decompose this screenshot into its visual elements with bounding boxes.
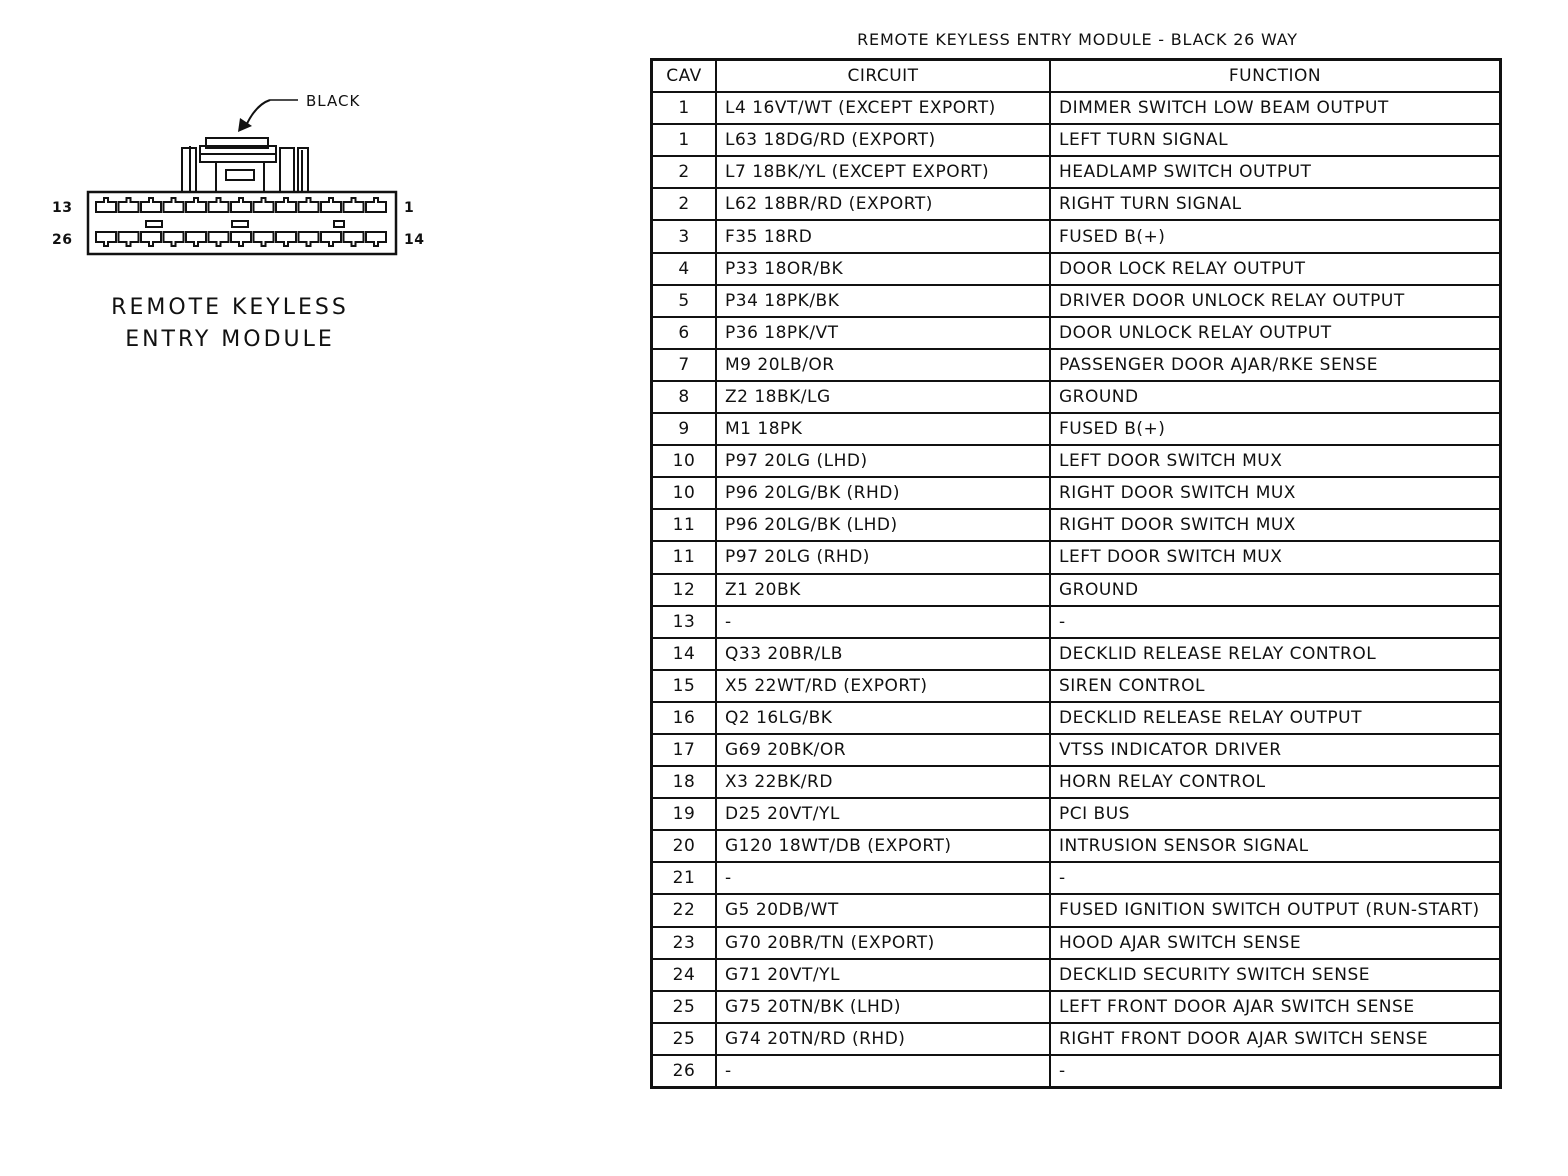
table-row <box>652 156 1501 188</box>
function-cell: - <box>1050 862 1501 894</box>
table-row <box>652 959 1501 991</box>
table-row <box>652 413 1501 445</box>
table-row <box>652 253 1501 285</box>
connector-latch <box>182 138 308 192</box>
table-row <box>652 541 1501 573</box>
cav-cell: 9 <box>652 413 717 445</box>
cav-cell: 21 <box>652 862 717 894</box>
circuit-cell: P96 20LG/BK (RHD) <box>716 477 1050 509</box>
function-cell: FUSED B(+) <box>1050 413 1501 445</box>
circuit-cell: G75 20TN/BK (LHD) <box>716 991 1050 1023</box>
function-cell: DECKLID RELEASE RELAY OUTPUT <box>1050 702 1501 734</box>
table-row <box>652 1055 1501 1088</box>
table-row <box>652 894 1501 926</box>
cav-cell: 3 <box>652 220 717 252</box>
pin-cavity-bottom <box>141 232 161 246</box>
circuit-cell: P97 20LG (LHD) <box>716 445 1050 477</box>
pin-cavity-top <box>231 198 251 212</box>
table-row <box>652 349 1501 381</box>
pin-cavity-bottom <box>254 232 274 246</box>
pin-cavity-top <box>299 198 319 212</box>
header-circuit: CIRCUIT <box>716 60 1050 93</box>
circuit-cell: L7 18BK/YL (EXCEPT EXPORT) <box>716 156 1050 188</box>
cav-cell: 26 <box>652 1055 717 1088</box>
pin-cavity-bottom <box>321 232 341 246</box>
table-row <box>652 92 1501 124</box>
black-callout-arrow <box>238 100 298 132</box>
function-cell: DOOR LOCK RELAY OUTPUT <box>1050 253 1501 285</box>
circuit-cell: Q33 20BR/LB <box>716 638 1050 670</box>
table-row <box>652 188 1501 220</box>
cav-cell: 22 <box>652 894 717 926</box>
pinout-table <box>650 58 1502 1089</box>
connector-keys <box>146 221 344 227</box>
circuit-cell: L62 18BR/RD (EXPORT) <box>716 188 1050 220</box>
pin-cavity-bottom <box>119 232 139 246</box>
circuit-cell: M9 20LB/OR <box>716 349 1050 381</box>
pin-cavity-bottom <box>276 232 296 246</box>
cav-cell: 19 <box>652 798 717 830</box>
circuit-cell: P33 18OR/BK <box>716 253 1050 285</box>
table-row <box>652 991 1501 1023</box>
table-row <box>652 574 1501 606</box>
table-row <box>652 509 1501 541</box>
module-caption <box>110 292 350 356</box>
pin-cavity-bottom <box>209 232 229 246</box>
pin-cavity-top <box>141 198 161 212</box>
pin-cavity-top <box>321 198 341 212</box>
circuit-cell: - <box>716 862 1050 894</box>
table-row <box>652 862 1501 894</box>
cav-cell: 13 <box>652 606 717 638</box>
table-row <box>652 124 1501 156</box>
circuit-cell: D25 20VT/YL <box>716 798 1050 830</box>
function-cell: SIREN CONTROL <box>1050 670 1501 702</box>
function-cell: PASSENGER DOOR AJAR/RKE SENSE <box>1050 349 1501 381</box>
pin-cavity-bottom <box>186 232 206 246</box>
pin-cavity-top <box>96 198 116 212</box>
function-cell: LEFT DOOR SWITCH MUX <box>1050 541 1501 573</box>
table-row <box>652 702 1501 734</box>
circuit-cell: P97 20LG (RHD) <box>716 541 1050 573</box>
table-row <box>652 798 1501 830</box>
pin-row-top <box>96 198 386 212</box>
pin-cavity-bottom <box>231 232 251 246</box>
table-row <box>652 317 1501 349</box>
table-row <box>652 477 1501 509</box>
circuit-cell: G120 18WT/DB (EXPORT) <box>716 830 1050 862</box>
function-cell: LEFT FRONT DOOR AJAR SWITCH SENSE <box>1050 991 1501 1023</box>
cav-cell: 14 <box>652 638 717 670</box>
circuit-cell: G71 20VT/YL <box>716 959 1050 991</box>
pin-cavity-bottom <box>96 232 116 246</box>
pin-cavity-bottom <box>344 232 364 246</box>
cav-cell: 5 <box>652 285 717 317</box>
cav-cell: 17 <box>652 734 717 766</box>
cav-cell: 25 <box>652 1023 717 1055</box>
function-cell: LEFT DOOR SWITCH MUX <box>1050 445 1501 477</box>
cav-cell: 24 <box>652 959 717 991</box>
cav-cell: 23 <box>652 927 717 959</box>
table-row <box>652 606 1501 638</box>
pin-label-13: 13 <box>52 200 73 216</box>
function-cell: RIGHT DOOR SWITCH MUX <box>1050 509 1501 541</box>
table-row <box>652 1023 1501 1055</box>
function-cell: DIMMER SWITCH LOW BEAM OUTPUT <box>1050 92 1501 124</box>
table-row <box>652 927 1501 959</box>
pin-label-26: 26 <box>52 232 73 248</box>
pin-cavity-top <box>366 198 386 212</box>
function-cell: RIGHT DOOR SWITCH MUX <box>1050 477 1501 509</box>
circuit-cell: P34 18PK/BK <box>716 285 1050 317</box>
pin-row-bottom <box>96 232 386 246</box>
circuit-cell: G70 20BR/TN (EXPORT) <box>716 927 1050 959</box>
cav-cell: 11 <box>652 509 717 541</box>
cav-cell: 1 <box>652 124 717 156</box>
function-cell: - <box>1050 606 1501 638</box>
cav-cell: 1 <box>652 92 717 124</box>
function-cell: GROUND <box>1050 574 1501 606</box>
function-cell: LEFT TURN SIGNAL <box>1050 124 1501 156</box>
pin-label-14: 14 <box>404 232 425 248</box>
pin-cavity-top <box>276 198 296 212</box>
function-cell: INTRUSION SENSOR SIGNAL <box>1050 830 1501 862</box>
pin-cavity-bottom <box>164 232 184 246</box>
connector-face-view <box>40 80 460 380</box>
cav-cell: 11 <box>652 541 717 573</box>
cav-cell: 25 <box>652 991 717 1023</box>
pin-cavity-top <box>254 198 274 212</box>
table-row <box>652 638 1501 670</box>
table-row <box>652 670 1501 702</box>
function-cell: DECKLID SECURITY SWITCH SENSE <box>1050 959 1501 991</box>
circuit-cell: G74 20TN/RD (RHD) <box>716 1023 1050 1055</box>
circuit-cell: G69 20BK/OR <box>716 734 1050 766</box>
cav-cell: 7 <box>652 349 717 381</box>
cav-cell: 2 <box>652 188 717 220</box>
pin-cavity-top <box>209 198 229 212</box>
function-cell: - <box>1050 1055 1501 1088</box>
module-caption-line2: ENTRY MODULE <box>125 327 335 352</box>
function-cell: PCI BUS <box>1050 798 1501 830</box>
circuit-cell: L4 16VT/WT (EXCEPT EXPORT) <box>716 92 1050 124</box>
cav-cell: 20 <box>652 830 717 862</box>
cav-cell: 10 <box>652 477 717 509</box>
table-row <box>652 381 1501 413</box>
function-cell: GROUND <box>1050 381 1501 413</box>
pin-cavity-bottom <box>299 232 319 246</box>
cav-cell: 18 <box>652 766 717 798</box>
function-cell: RIGHT FRONT DOOR AJAR SWITCH SENSE <box>1050 1023 1501 1055</box>
cav-cell: 4 <box>652 253 717 285</box>
cav-cell: 12 <box>652 574 717 606</box>
cav-cell: 2 <box>652 156 717 188</box>
cav-cell: 6 <box>652 317 717 349</box>
function-cell: DECKLID RELEASE RELAY CONTROL <box>1050 638 1501 670</box>
circuit-cell: Z2 18BK/LG <box>716 381 1050 413</box>
table-row <box>652 445 1501 477</box>
circuit-cell: X3 22BK/RD <box>716 766 1050 798</box>
pin-cavity-bottom <box>366 232 386 246</box>
circuit-cell: - <box>716 606 1050 638</box>
pin-cavity-top <box>344 198 364 212</box>
function-cell: FUSED IGNITION SWITCH OUTPUT (RUN-START) <box>1050 894 1501 926</box>
function-cell: FUSED B(+) <box>1050 220 1501 252</box>
cav-cell: 16 <box>652 702 717 734</box>
circuit-cell: P96 20LG/BK (LHD) <box>716 509 1050 541</box>
circuit-cell: X5 22WT/RD (EXPORT) <box>716 670 1050 702</box>
pin-cavity-top <box>119 198 139 212</box>
connector-drawing <box>40 80 460 280</box>
table-row <box>652 285 1501 317</box>
circuit-cell: P36 18PK/VT <box>716 317 1050 349</box>
table-row <box>652 830 1501 862</box>
circuit-cell: G5 20DB/WT <box>716 894 1050 926</box>
function-cell: VTSS INDICATOR DRIVER <box>1050 734 1501 766</box>
module-caption-line1: REMOTE KEYLESS <box>111 295 349 320</box>
circuit-cell: M1 18PK <box>716 413 1050 445</box>
black-color-callout: BLACK <box>306 92 361 110</box>
table-header-row <box>652 60 1501 93</box>
circuit-cell: F35 18RD <box>716 220 1050 252</box>
pin-cavity-top <box>186 198 206 212</box>
cav-cell: 10 <box>652 445 717 477</box>
cav-cell: 8 <box>652 381 717 413</box>
circuit-cell: L63 18DG/RD (EXPORT) <box>716 124 1050 156</box>
circuit-cell: Z1 20BK <box>716 574 1050 606</box>
pin-label-1: 1 <box>404 200 415 216</box>
cav-cell: 15 <box>652 670 717 702</box>
circuit-cell: Q2 16LG/BK <box>716 702 1050 734</box>
function-cell: DOOR UNLOCK RELAY OUTPUT <box>1050 317 1501 349</box>
pin-cavity-top <box>164 198 184 212</box>
circuit-cell: - <box>716 1055 1050 1088</box>
table-row <box>652 734 1501 766</box>
table-title: REMOTE KEYLESS ENTRY MODULE - BLACK 26 WAY <box>857 30 1298 49</box>
function-cell: HOOD AJAR SWITCH SENSE <box>1050 927 1501 959</box>
function-cell: DRIVER DOOR UNLOCK RELAY OUTPUT <box>1050 285 1501 317</box>
function-cell: HEADLAMP SWITCH OUTPUT <box>1050 156 1501 188</box>
function-cell: RIGHT TURN SIGNAL <box>1050 188 1501 220</box>
function-cell: HORN RELAY CONTROL <box>1050 766 1501 798</box>
header-function: FUNCTION <box>1050 60 1501 93</box>
table-row <box>652 766 1501 798</box>
table-row <box>652 220 1501 252</box>
header-cav: CAV <box>652 60 717 93</box>
